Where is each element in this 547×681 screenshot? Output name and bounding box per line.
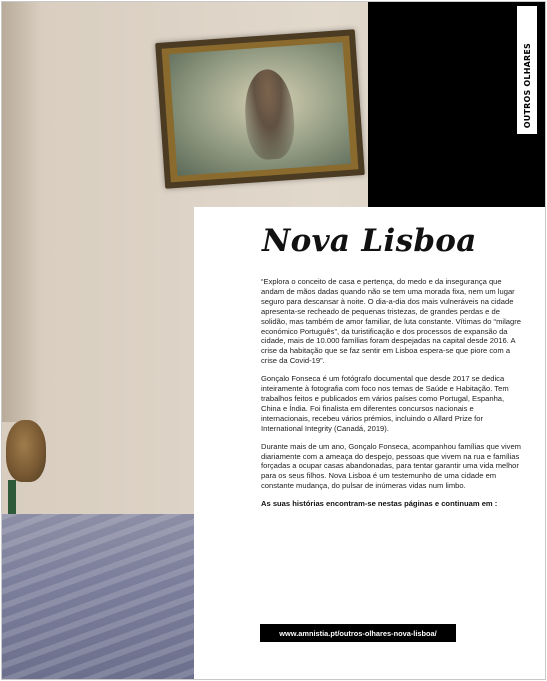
intro-quote: “Explora o conceito de casa e pertença, do medo e da insegurança que andam de mãos dadas quando não se tem uma morada fixa, nem um lugar seguro para descansar à noite. O dia-a-dia dos mais vulneráveis na cidade apresenta-se recheado de pequenas tristezas, de grandes perdas e de solidão, mas também de amor familiar, de luta constante. Vítimas do “milagre económico Português”, da turistificação e dos processos de expansão da cidade, mais de 10.000 famílias foram despejadas na capital desde 2016. A crise da habitação que se faz sentir em Lisboa espera-se que piore com a crise da Covid-19”.	[261, 277, 521, 366]
project-description: Durante mais de um ano, Gonçalo Fonseca, acompanhou famílias que vivem diariamente com a ameaça do despejo, pessoas que vivem na rua e famílias forçadas a ocupar casas abandonadas, para tentar garantir uma vida melhor para os seus filhos. Nova Lisboa é um testemunho de uma cidade em constante mudança, do pulsar de inúmeras vidas num limbo.	[261, 441, 522, 491]
photographer-bio: Gonçalo Fonseca é um fotógrafo documental que desde 2017 se dedica inteiramente à fotografia com foco nos temas de Saúde e Habitação. Tem trabalhos feitos e publicados em vários países como Portugal, Espanha, China e Índia. Foi finalista em diferentes concursos nacionais e internacionais, recebeu vários prémios, incluindo o Allard Prize for International Integrity (Canadá, 2019).	[261, 374, 509, 433]
article-body	[261, 277, 523, 516]
section-tab	[517, 6, 537, 134]
article-title: Nova Lisboa	[262, 223, 477, 259]
closing-line: As suas histórias encontram-se nestas páginas e continuam em :	[261, 499, 498, 509]
bed-cover	[2, 514, 202, 680]
lamp-shade	[6, 420, 46, 482]
magazine-page	[1, 1, 546, 680]
painting-figure	[242, 68, 296, 161]
section-tab-label: OUTROS OLHARES	[522, 42, 532, 128]
painting-canvas	[169, 42, 351, 176]
article-panel	[194, 207, 545, 679]
wall-shadow	[2, 2, 42, 422]
article-url-link[interactable]: www.amnistia.pt/outros-olhares-nova-lisboa/	[260, 624, 456, 642]
framed-painting	[155, 29, 365, 189]
